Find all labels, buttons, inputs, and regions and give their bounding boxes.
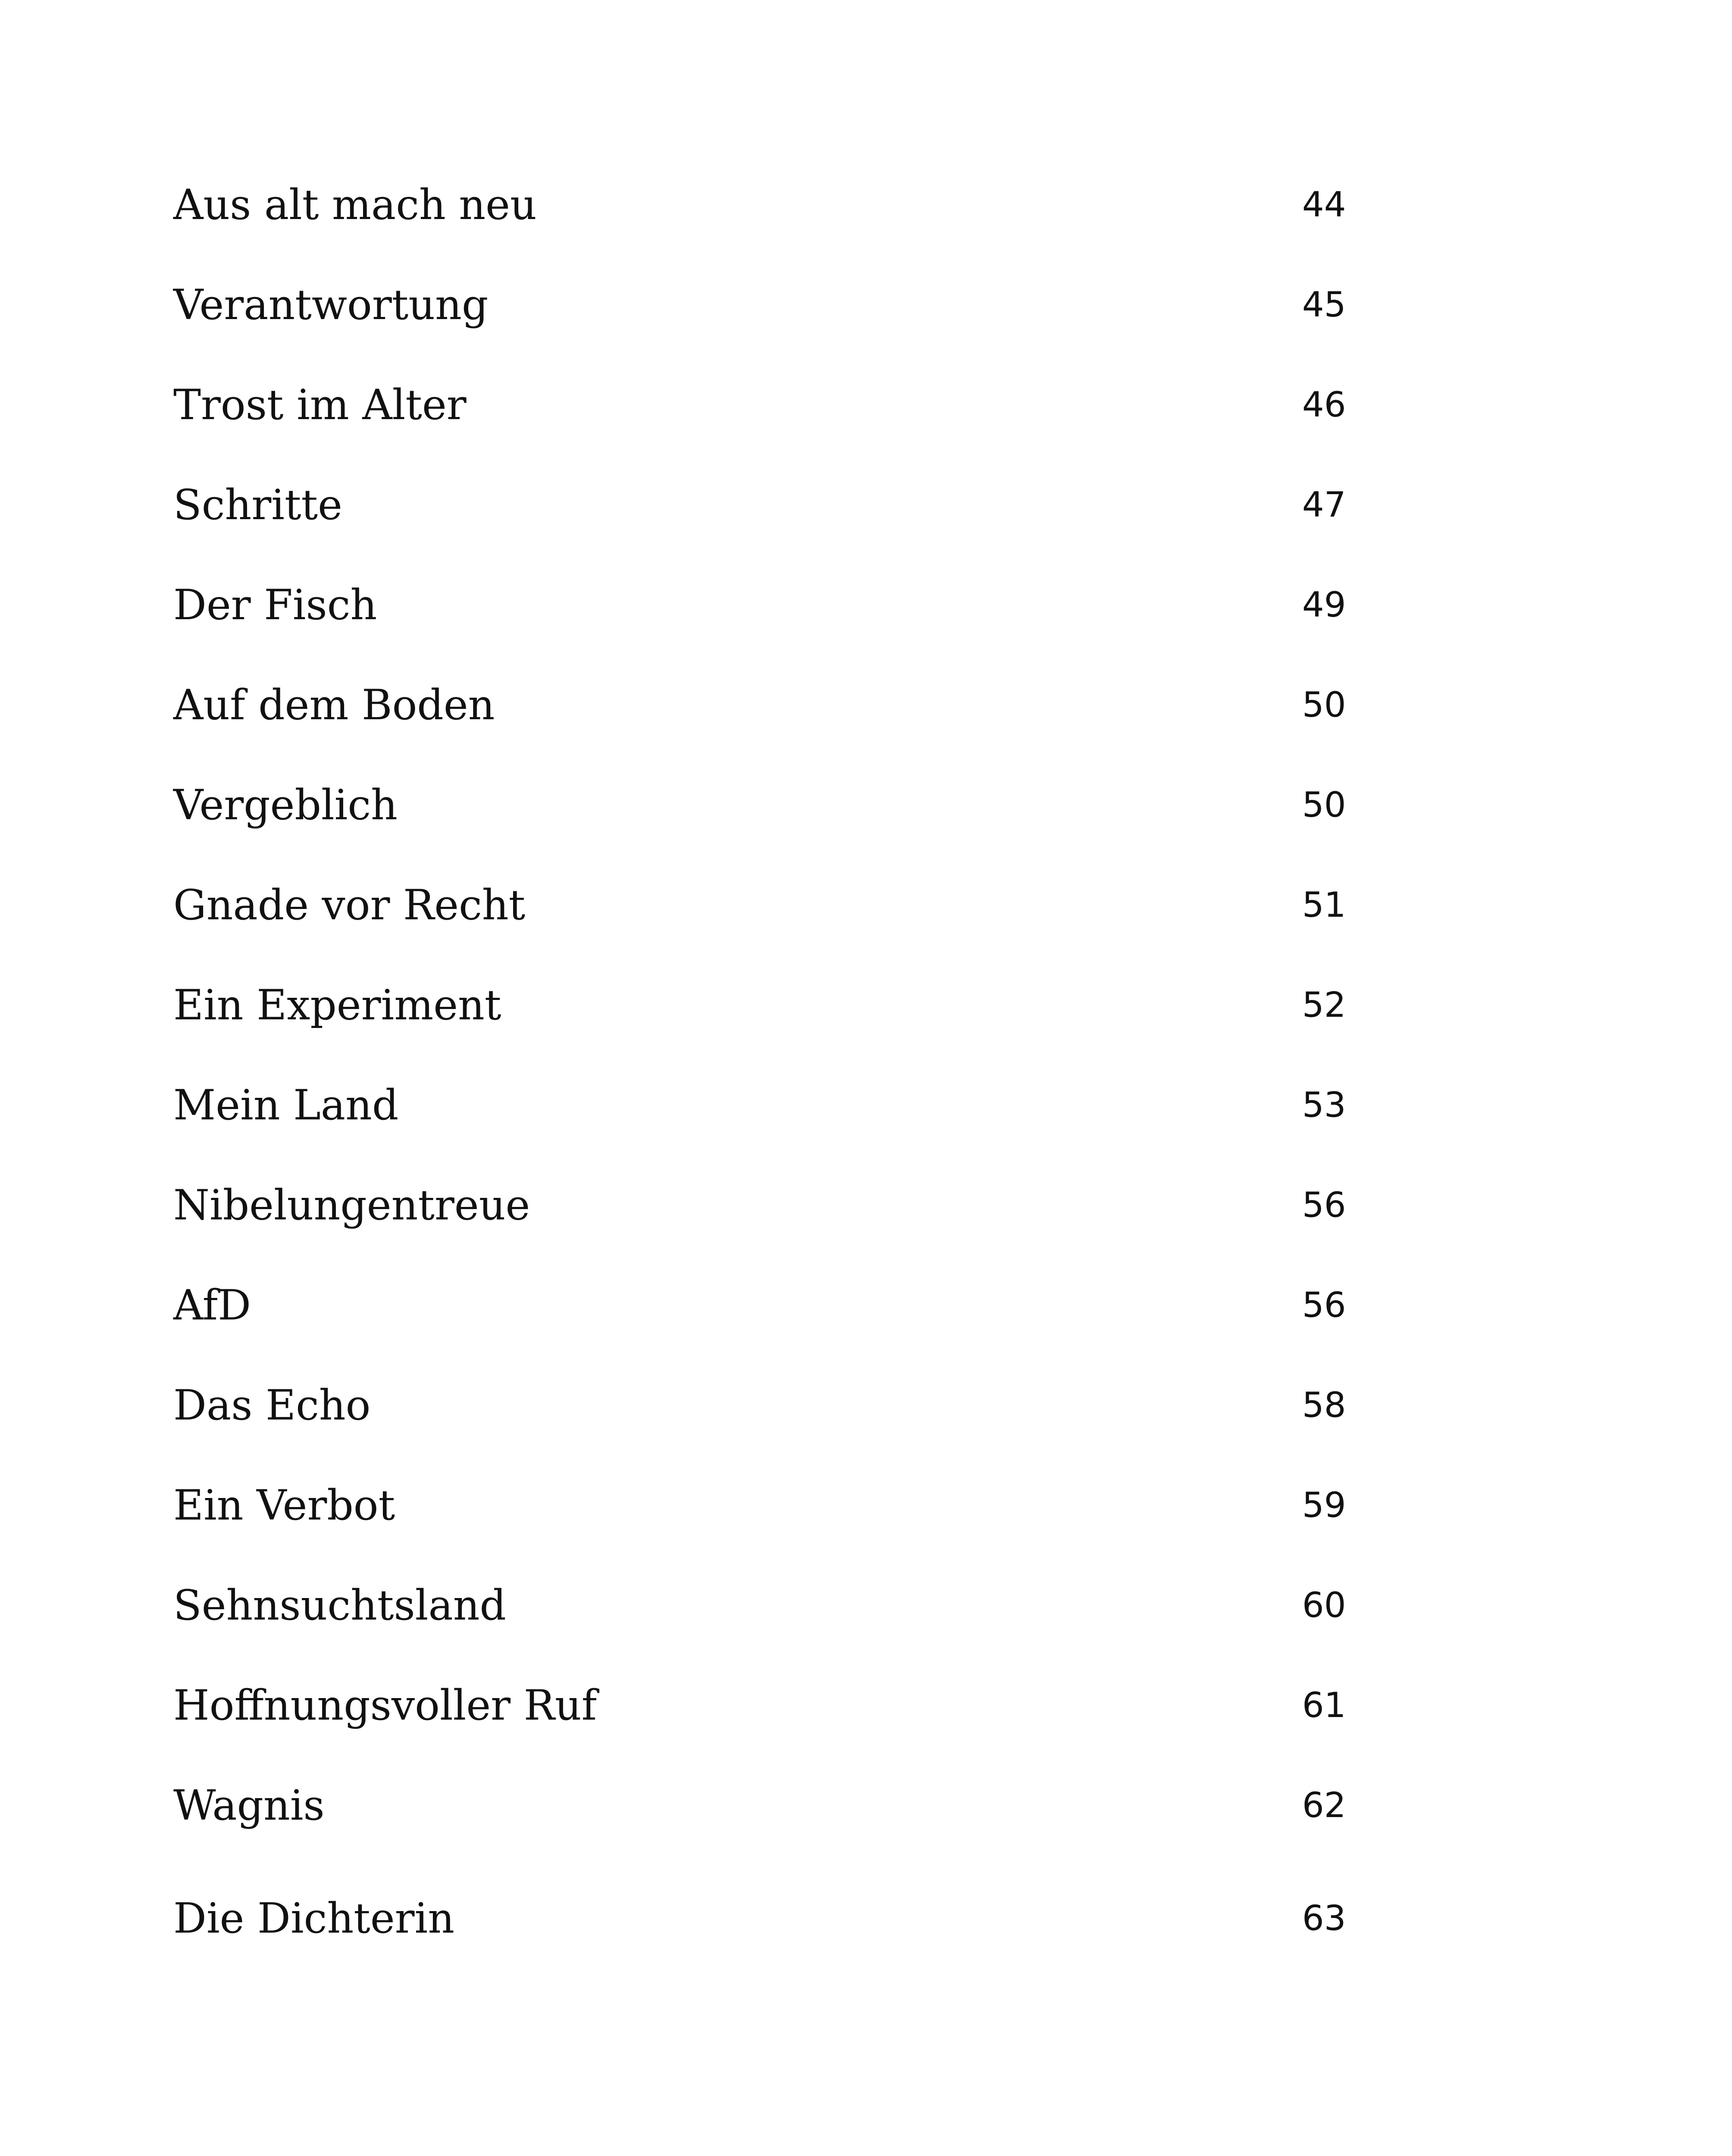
toc-entry-page-number: 60 xyxy=(1302,1585,1346,1625)
toc-entry xyxy=(0,675,1732,735)
toc-entry xyxy=(0,775,1732,835)
toc-entry-page-number: 47 xyxy=(1302,485,1346,525)
toc-entry-title: Hoffnungsvoller Ruf xyxy=(173,1681,597,1730)
toc-entry xyxy=(0,1575,1732,1636)
toc-entry-title: Mein Land xyxy=(173,1081,399,1129)
toc-entry-page-number: 53 xyxy=(1302,1085,1346,1125)
toc-entry xyxy=(0,1275,1732,1335)
toc-entry-title: Vergeblich xyxy=(173,781,398,829)
toc-entry-page-number: 44 xyxy=(1302,185,1346,225)
toc-entry-page-number: 50 xyxy=(1302,685,1346,725)
toc-entry xyxy=(0,475,1732,535)
toc-entry xyxy=(0,1375,1732,1435)
toc-entry-title: Gnade vor Recht xyxy=(173,881,526,929)
toc-entry xyxy=(0,375,1732,435)
toc-entry-page-number: 51 xyxy=(1302,885,1346,925)
toc-entry-title: Sehnsuchtsland xyxy=(173,1581,506,1630)
toc-entry xyxy=(0,1075,1732,1135)
toc-entry-title: Wagnis xyxy=(173,1781,325,1830)
toc-entry xyxy=(0,1775,1732,1836)
toc-entry-page-number: 50 xyxy=(1302,785,1346,825)
toc-entry-title: Verantwortung xyxy=(173,281,489,329)
toc-entry-page-number: 52 xyxy=(1302,985,1346,1025)
toc-entry xyxy=(0,1675,1732,1736)
toc-entry-title: Aus alt mach neu xyxy=(173,181,537,229)
toc-entry-page-number: 46 xyxy=(1302,385,1346,425)
toc-entry xyxy=(0,1175,1732,1235)
toc-entry xyxy=(0,275,1732,335)
toc-entry-title: Schritte xyxy=(173,481,342,529)
toc-entry-page-number: 45 xyxy=(1302,285,1346,325)
toc-entry xyxy=(0,575,1732,635)
toc-entry-title: Ein Verbot xyxy=(173,1481,395,1529)
toc-entry xyxy=(0,875,1732,935)
toc-entry-page-number: 49 xyxy=(1302,585,1346,625)
toc-entry-page-number: 56 xyxy=(1302,1185,1346,1225)
toc-entry-title: AfD xyxy=(173,1281,251,1329)
toc-entry xyxy=(0,975,1732,1035)
toc-entry xyxy=(0,1888,1732,1949)
toc-entry-page-number: 62 xyxy=(1302,1785,1346,1825)
toc-entry-page-number: 61 xyxy=(1302,1685,1346,1725)
toc-entry xyxy=(0,1475,1732,1536)
toc-entry-title: Der Fisch xyxy=(173,581,377,629)
toc-entry-title: Trost im Alter xyxy=(173,381,467,429)
toc-entry-page-number: 58 xyxy=(1302,1385,1346,1425)
toc-entry-page-number: 59 xyxy=(1302,1485,1346,1525)
toc-entry-page-number: 63 xyxy=(1302,1898,1346,1938)
toc-entry-title: Das Echo xyxy=(173,1381,371,1429)
toc-entry-title: Auf dem Boden xyxy=(173,681,495,729)
toc-entry-title: Nibelungentreue xyxy=(173,1181,530,1229)
toc-entry-page-number: 56 xyxy=(1302,1285,1346,1325)
toc-entry xyxy=(0,175,1732,235)
toc-entry-title: Ein Experiment xyxy=(173,981,501,1029)
toc-entry-title: Die Dichterin xyxy=(173,1894,455,1943)
